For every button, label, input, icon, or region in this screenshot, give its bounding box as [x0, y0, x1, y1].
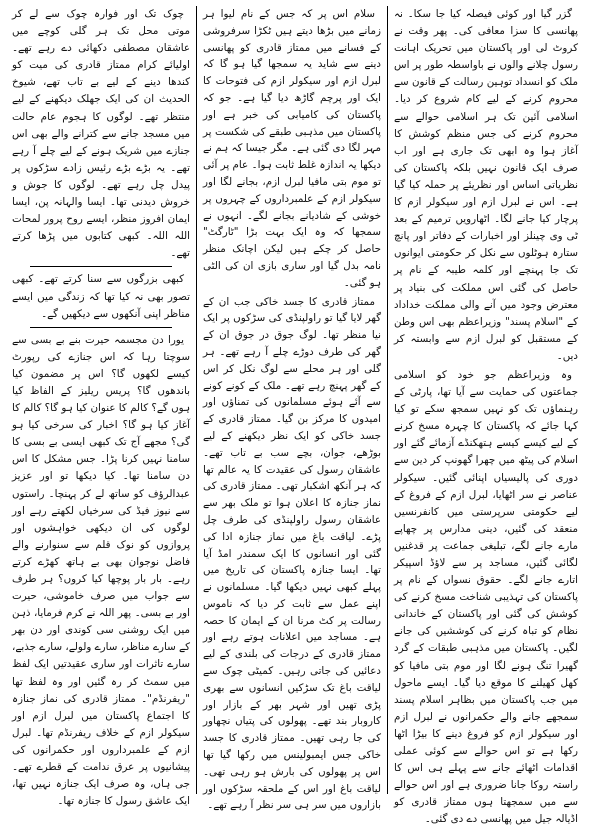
section-divider	[30, 266, 172, 267]
column-right	[388, 6, 584, 826]
column-left	[6, 6, 196, 808]
column-paragraph: وہ وزیراعظم جو خود کو اسلامی جماعتوں کی حمایت سے آیا تھا، پارٹی کے رہنماؤں تک کو نہیں سمجھ سکے تو کیا کہا جائے کہ پاکستان کا چہرہ مسخ کرنے کے لیے کیسے کیسے ہتھکنڈے آزمائے گئے اور اسلام کی پیٹھ میں چھرا گھونپ کر دین سے دوری کی پالیسیاں اپنائی گئیں۔ سیکولر عناصر نے سر اٹھایا، لبرل ازم کے فروغ کے لیے حکومتی سرپرستی میں کانفرنسیں منعقد کی گئیں، دینی مدارس پر چھاپے مارے جانے لگے، تبلیغی جماعت پر قدغنیں لگائی گئیں، مساجد پر سے لاؤڈ اسپیکر اتارے جانے لگے۔ حقوق نسواں کے نام پر پاکستان کی تہذیبی شناخت مسخ کرنے کی کوشش کی گئی اور پاکستان کے خاندانی نظام کو تباہ کرنے کی کوششیں کی جانے لگیں۔ پاکستان میں مذہبی طبقات کے گرد گھیرا تنگ ہونے لگا اور موم بتی مافیا کو کھل کھیلنے کا موقع دیا گیا۔ ایسے ماحول میں جب پاکستان میں بظاہر اسلام پسند سمجھے جانے والے حکمرانوں نے لبرل ازم اور سیکولر ازم کو فروغ دینے کا بیڑا اٹھا رکھا ہے تو اس حوالے سے کوئی عملی اقدامات اٹھائے جانے سے پہلے ہی اس کا راستہ روکا جانا ضروری ہے اور اس حوالے سے میں سمجھتا ہوں ممتاز قادری کو اڈیالہ جیل میں پھانسی دے دی گئی۔	[394, 368, 578, 826]
column-paragraph: ممتاز قادری کا جسد خاکی جب ان کے گھر لایا گیا تو راولپنڈی کی سڑکوں پر ایک نیا منظر تھا۔ لوگ جوق در جوق ان کے گھر کی طرف دوڑے چلے آ رہے تھے۔ ہر گلی اور ہر محلے سے لوگ نکل کر اس کے گھر پہنچ رہے تھے۔ ملک کے کونے کونے سے آئے ہوئے مسلمانوں کی تمناؤں اور امیدوں کا مرکز بن گیا۔ ممتاز قادری کے جسد خاکی کو ایک نظر دیکھنے کے لیے بوڑھے، جوان، بچے سب بے تاب تھے۔ عاشقان رسول کی عقیدت کا یہ عالم تھا کہ ہر آنکھ اشکبار تھی۔ ممتاز قادری کی نماز جنازہ کا اعلان ہوا تو ملک بھر سے عاشقان رسول راولپنڈی کی طرف چل پڑے۔ لیاقت باغ میں نماز جنازہ ادا کی گئی اور انسانوں کا ایک سمندر امڈ آیا تھا۔ ایسا جنازہ پاکستان کی تاریخ میں پہلے کبھی نہیں دیکھا گیا۔ مسلمانوں نے اپنے عمل سے ثابت کر دیا کہ ناموس رسالت پر کٹ مرنا ان کے ایمان کا حصہ ہے۔ مساجد میں اعلانات ہوتے رہے اور ممتاز قادری کے درجات کی بلندی کے لیے دعائیں کی جاتی رہیں۔ کمیٹی چوک سے لیاقت باغ تک سڑکیں انسانوں سے بھری پڑی تھیں اور شہر بھر کے بازار اور کاروبار بند تھے۔ پھولوں کی پتیاں نچھاور کی جا رہی تھیں۔ ممتاز قادری کا جسد خاکی جس ایمبولینس میں رکھا گیا تھا اس پر پھولوں کی بارش ہو رہی تھی۔ لیاقت باغ اور اس کے ملحقہ سڑکوں اور بازاروں میں سر ہی سر نظر آ رہے تھے۔	[203, 295, 381, 812]
column-paragraph: گزر گیا اور کوئی فیصلہ کیا جا سکا۔ نہ پھانسی کا سزا معافی کی۔ پھر وقت نے کروٹ لی اور پاکستان میں تحریک اہانت رسول چلانے والوں نے باواسطہ طور پر اس ملک کو انسداد توہین رسالت کے قانون سے محروم کرنے کے لیے کام شروع کر دیا۔ اسلامی آئین تک ہر اسلامی حوالے سے محروم کرنے کی جس منظم کوشش کا آغاز ہوا وہ ابھی تک جاری ہے اور اب صرف ایک قانون نہیں بلکہ پاکستان کی نظریاتی اساس اور نظریئے پر حملہ کیا گیا ہے۔ اس نے لبرل ازم اور سیکولر ازم کا پرچار کیا جانے لگا۔ اٹھارویں ترمیم کے بعد ٹی وی چینلز اور اخبارات کے دفاتر اور پانچ ستارہ ہوٹلوں سے نکل کر حکومتی ایوانوں تک جا پہنچے اور کلمہ طیبہ کے نام پر حاصل کی گئی اس مملکت کی بنیاد پر معترض وجود میں آنے والی مملکت خداداد کے "اسلام پسند" وزیراعظم بھی اس وطن کے مستقبل کو لبرل ازم سے وابستہ کر دیں۔	[394, 8, 578, 362]
column-paragraph: کبھی بزرگوں سے سنا کرتے تھے۔ کبھی تصور بھی نہ کیا تھا کہ زندگی میں ایسے مناظر اپنی آنکھوں سے دیکھیں گے۔	[12, 273, 190, 320]
column-paragraph: چوک تک اور فوارہ چوک سے لے کر موتی محل تک ہر گلی کوچے میں عاشقان مصطفی دکھائی دے رہے تھے۔ اولیائے کرام ممتاز قادری کی میت کو کندھا دینے کے لیے بے تاب تھے، شیوخ الحدیث ان کی ایک جھلک دیکھنے کے لیے منتظر تھے۔ لوگوں کا ہجوم عام حالت میں مسجد جانے سے کترانے والے بھی اس جنازے میں شریک ہونے کے لیے چلے آ رہے تھے۔ یہ بڑے بڑے رئیس زادے سڑکوں پر پیدل چل رہے تھے۔ لوگوں کا جوش و خروش دیدنی تھا۔ ایسا والہانہ پن، ایسا ایمان افروز منظر، ایسے روح پرور لمحات اللہ اللہ۔ کبھی کتابوں میں پڑھا کرتے تھے۔	[12, 8, 190, 260]
column-middle	[196, 6, 388, 812]
section-divider	[30, 327, 172, 328]
column-paragraph: سلام اس پر کہ جس کے نام لیوا ہر زمانے میں بڑھا دیتے ہیں ٹکڑا سرفروشی کے فسانے میں ممتاز قادری کو پھانسی دینے سے شاید یہ سمجھا گیا ہو گا کہ لبرل ازم اور سیکولر ازم کی فتوحات کا ایک اور پرچم گاڑھ دیا گیا ہے۔ جو کہ پاکستان کی کامیابی کی خبر ہے اور پاکستان میں مذہبی طبقے کی شکست پر مہر لگا دی گئی ہے۔ مگر جیسا کہ ہم نے دیکھا یہ اندازہ غلط ثابت ہوا۔ عام پر آئی تو موم بتی مافیا لبرل ازم، بجانے لگا اور سیکولر ازم کے علمبرداروں کے چہروں پر خوشی کے شادیانے بجانے لگے۔ انہوں نے سمجھا کہ وہ ایک بہت بڑا "ٹارگٹ" حاصل کر چکے ہیں لیکن اچانک منظر نامہ بدل گیا اور ساری بازی ان کی الٹی ہو گئی۔	[203, 8, 381, 289]
column-paragraph: یورا دن مجسمہ حیرت بنے بے بسی سے سوچتا رہا کہ اس جنازے کی رپورٹ کیسے لکھوں گا؟ اس پر مضمون کیا باندھوں گا؟ پریس ریلیز کے الفاظ کیا ہوں گے؟ کالم کا عنوان کیا ہو گا؟ کالم کا آغاز کیا ہو گا؟ اخبار کی سرخی کیا ہو گی؟ مجھے آج تک کبھی ایسی بے بسی کا سامنا نہیں کرنا پڑا۔ جس مشکل کا اس دن سامنا تھا۔ کیا دیکھا تو اور عزیز عبدالرؤف کو ساتھ لے کر پہنچا۔ راستوں سے نیوز فیڈ کی سرخیاں لکھتے رہے اور لوگوں کی ان دیکھی خواہشوں اور پروازوں کو نوک قلم سے سنوارنے والے فاضل نوجوان بھی بے ہاتھ کھڑے کرتے رہے۔ بار بار پوچھا کیا کروں؟ ہر طرف سے جواب میں صرف خاموشی، حیرت اور بے بسی۔ پھر اللہ نے کرم فرمایا، ذہن میں ایک روشنی سی کوندی اور دن بھر کے سارے مناظر، سارے ولولے، سارے جذبے، سارے تاثرات اور ساری عقیدتیں ایک لفظ میں سمٹ کر رہ گئیں اور وہ لفظ تھا "ریفرنڈم"۔ ممتاز قادری کی نماز جنازہ کا اجتماع پاکستان میں لبرل ازم اور سیکولر ازم کے خلاف ریفرنڈم تھا۔ لبرل ازم کے علمبرداروں اور حکمرانوں کی پیشانیوں پر عرق ندامت کے قطرے تھے۔ جی ہاں، وہ صرف ایک جنازہ نہیں تھا، ایک عاشق رسول کا جنازہ تھا۔	[12, 333, 190, 808]
